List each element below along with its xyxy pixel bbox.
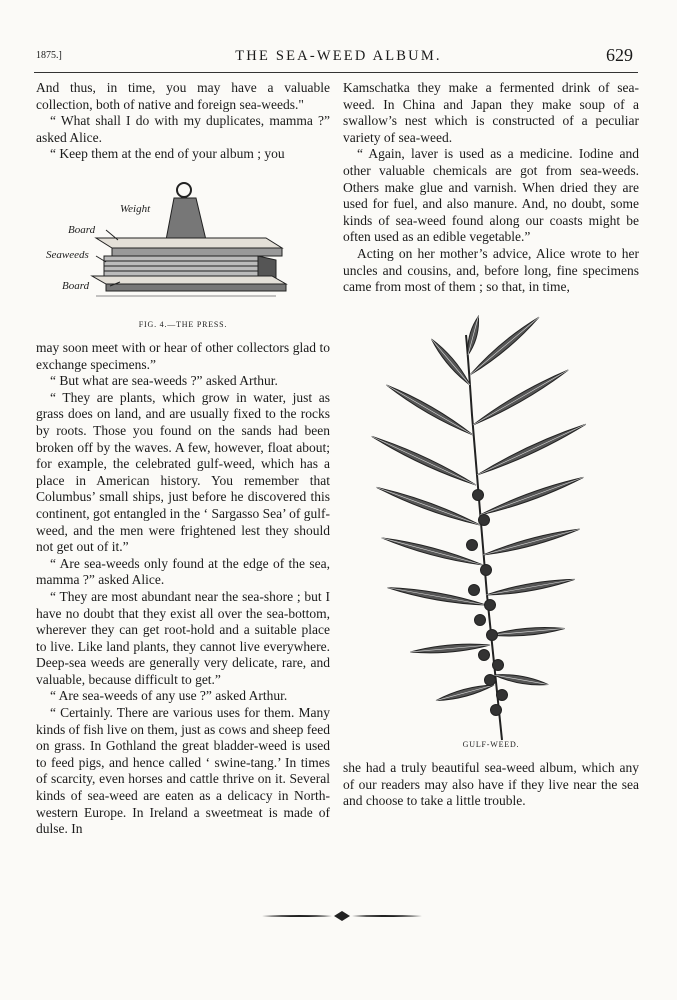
label-weight: Weight bbox=[120, 203, 151, 215]
weed-air-bladder bbox=[467, 540, 478, 551]
weight-body bbox=[166, 198, 206, 240]
weed-air-bladder bbox=[497, 690, 508, 701]
label-board: Board bbox=[68, 224, 96, 236]
weed-stem bbox=[466, 335, 502, 740]
leaf-midrib bbox=[431, 339, 470, 385]
leaf-midrib bbox=[486, 579, 575, 595]
running-title: THE SEA-WEED ALBUM. bbox=[235, 48, 442, 64]
left-column-top bbox=[36, 80, 330, 163]
paragraph: “ Are sea-weeds of any use ?” asked Arthur. bbox=[50, 688, 288, 704]
leaf-midrib bbox=[386, 385, 473, 435]
leaf-midrib bbox=[372, 436, 476, 485]
leaf-midrib bbox=[477, 424, 586, 475]
paragraph: “ Certainly. There are various uses for them. Many kinds of fish live on them, just as cows and sheep feed on grass. In Gothland the great bladder-weed is used to feed pigs, and hence called ‘ swine-tang.’ In times of scarcity, even horses and cattle thrive on it. Several kinds of sea-weed are eaten as a delicacy in North-western Europe. In Ireland a sweetmeat is made of dulse. In bbox=[36, 705, 330, 837]
paragraph: And thus, in time, you may have a valuable collection, both of native and foreign sea-weeds." bbox=[36, 80, 330, 112]
leaf-midrib bbox=[473, 370, 568, 425]
paragraph: “ But what are sea-weeds ?” asked Arthur. bbox=[50, 373, 278, 389]
weed-air-bladder bbox=[479, 515, 490, 526]
weed-air-bladder bbox=[475, 615, 486, 626]
leaf-midrib bbox=[377, 487, 480, 525]
paragraph: may soon meet with or hear of other collectors glad to exchange specimens.” bbox=[36, 340, 330, 372]
weed-air-bladder bbox=[493, 660, 504, 671]
paragraph: she had a truly beautiful sea-weed album, which any of our readers may also have if they live near the sea and choose to take a little trouble. bbox=[343, 760, 639, 809]
paragraph: “ They are most abundant near the sea-shore ; but I have no doubt that they exist all over the sea-bottom, wherever they can get root-hold and a suitable place to live. Like land plants, they cannot live everywhere. Deep-sea weeds are generally very delicate, rare, and valuable, because difficult to get.” bbox=[36, 588, 330, 687]
paragraph: “ What shall I do with my duplicates, mamma ?” asked Alice. bbox=[36, 113, 330, 145]
paragraph: Acting on her mother’s advice, Alice wrote to her uncles and cousins, and, before long, fine specimens came from most of them ; so that, in time, bbox=[343, 245, 639, 295]
bottom-board bbox=[92, 276, 286, 284]
page-header bbox=[0, 45, 677, 68]
end-ornament bbox=[262, 908, 422, 924]
leaf-midrib bbox=[480, 477, 583, 515]
right-column-bottom bbox=[343, 760, 639, 810]
weed-air-bladder bbox=[481, 565, 492, 576]
press-caption: FIG. 4.—THE PRESS. bbox=[138, 320, 228, 329]
paragraph: “ Again, laver is used as a medicine. Iodine and other valuable chemicals are got from sea-weeds. Others make glue and varnish. When dried they are used for fuel, and also manure. And, no doubt, some kinds of sea-weed found along our coasts might be often used as an edible vegetable.” bbox=[343, 146, 639, 245]
gulf-weed-illustration bbox=[352, 315, 632, 745]
weed-air-bladder bbox=[473, 490, 484, 501]
paragraph: “ Keep them at the end of your album ; you bbox=[50, 146, 285, 162]
gulf-weed-caption: GULF-WEED. bbox=[462, 740, 520, 749]
weed-air-bladder bbox=[487, 630, 498, 641]
header-rule bbox=[34, 72, 638, 73]
weed-air-bladder bbox=[469, 585, 480, 596]
weight-ring bbox=[177, 183, 191, 197]
paragraph: “ Are sea-weeds only found at the edge of the sea, mamma ?” asked Alice. bbox=[36, 555, 330, 588]
paragraph: “ They are plants, which grow in water, just as grass does on land, and are usually fixed to the rocks by roots. Those you found on the sands had been broken off by the waves. A few, however, float about; for example, the celebrated gulf-weed, which has a place in American history. You remember that Columbus’ small ships, just before he discovered this continent, got entangled in the ‘ Sargasso Sea’ of gulf-weed, and the men were frightened lest they should not get out of it.” bbox=[36, 389, 330, 555]
leaf-midrib bbox=[436, 685, 494, 701]
leaf-midrib bbox=[483, 529, 580, 555]
volume-year: 1875.] bbox=[36, 50, 62, 61]
leaf-midrib bbox=[470, 317, 539, 375]
left-column-bottom bbox=[36, 340, 330, 838]
paragraph: Kamschatka they make a fermented drink of sea-weed. In China and Japan they make soup of a swallow’s nest which is constructed of a peculiar variety of sea-weed. bbox=[343, 80, 639, 145]
right-column-top bbox=[343, 80, 639, 296]
label-seaweeds: Seaweeds bbox=[46, 249, 89, 261]
top-board bbox=[96, 238, 282, 248]
label-board: Board bbox=[62, 280, 90, 292]
weed-air-bladder bbox=[485, 600, 496, 611]
press-illustration bbox=[36, 178, 330, 303]
weed-air-bladder bbox=[479, 650, 490, 661]
weed-air-bladder bbox=[491, 705, 502, 716]
weed-air-bladder bbox=[485, 675, 496, 686]
page-number: 629 bbox=[606, 45, 633, 65]
